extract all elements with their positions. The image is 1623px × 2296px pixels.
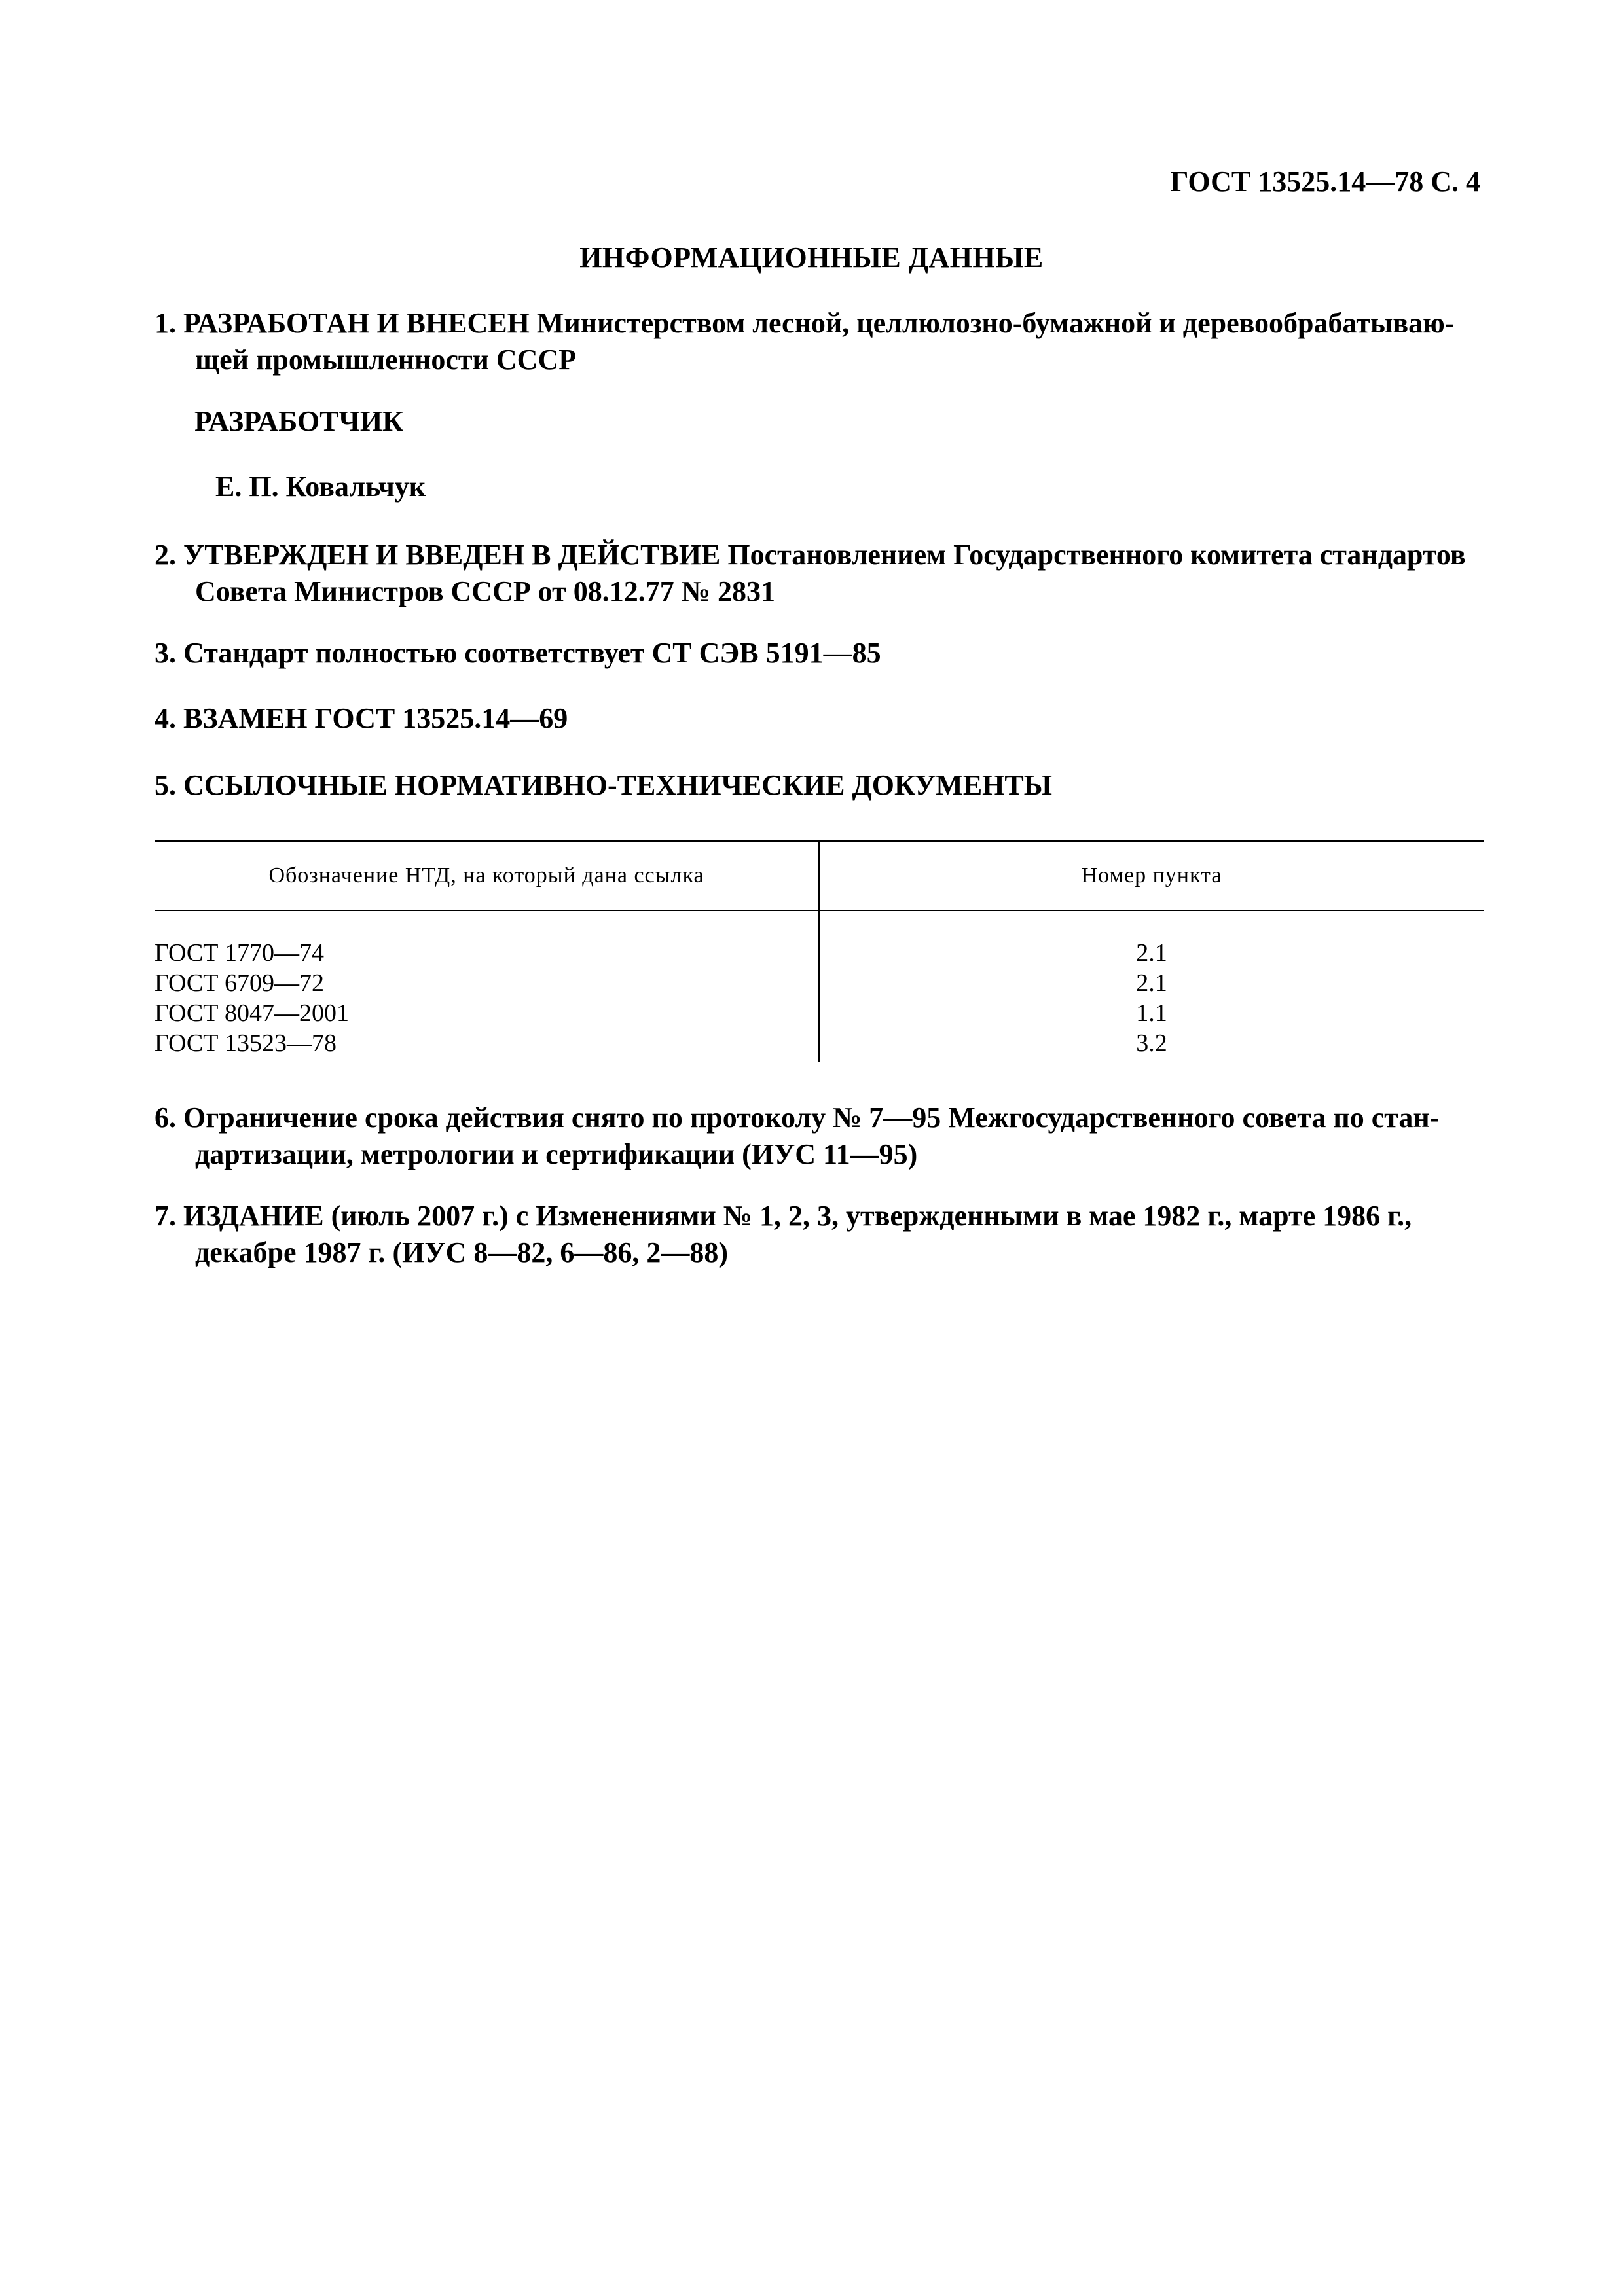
reference-table [155, 840, 1484, 1062]
item-text-line1: ССЫЛОЧНЫЕ НОРМАТИВНО-ТЕХНИЧЕСКИЕ ДОКУМЕНТЫ [183, 769, 1052, 801]
table-header-document: Обозначение НТД, на который дана ссылка [268, 863, 704, 888]
item-text-line2: Совета Министров СССР от 08.12.77 № 2831 [195, 575, 775, 607]
table-cell-clause: 1.1 [1136, 999, 1167, 1027]
info-item-5 [155, 767, 1484, 804]
info-item-2 [155, 537, 1484, 610]
table-header-rule [155, 910, 1484, 911]
item-text-line1: Ограничение срока действия снято по протоколу № 7—95 Межгосударственного совета по стан- [183, 1102, 1440, 1134]
table-header-clause: Номер пункта [1081, 863, 1222, 888]
item-text-line1: Стандарт полностью соответствует СТ СЭВ 5191—85 [183, 637, 881, 669]
table-cell-document: ГОСТ 8047—2001 [155, 999, 349, 1027]
info-item-6 [155, 1100, 1484, 1173]
item-text-line2: щей промышленности СССР [195, 344, 577, 376]
item-text-line1: ВЗАМЕН ГОСТ 13525.14—69 [183, 702, 568, 734]
item-number: 3. [155, 637, 176, 669]
table-cell-document: ГОСТ 1770—74 [155, 939, 324, 967]
info-item-3 [155, 635, 1484, 672]
item-number: 4. [155, 702, 176, 734]
info-item-1 [155, 305, 1484, 378]
item-number: 5. [155, 769, 176, 801]
item-number: 6. [155, 1102, 176, 1134]
table-body [155, 938, 1484, 1058]
item-text-line1: ИЗДАНИЕ (июль 2007 г.) с Изменениями № 1, 2, 3, утвержденными в мае 1982 г., марте 1986 г., [183, 1200, 1412, 1232]
item-number: 7. [155, 1200, 176, 1232]
table-cell-document: ГОСТ 13523—78 [155, 1030, 337, 1057]
item-text-line2: декабре 1987 г. (ИУС 8—82, 6—86, 2—88) [195, 1236, 729, 1268]
developer-name: Е. П. Ковальчук [215, 471, 426, 503]
table-cell-clause: 3.2 [1136, 1030, 1167, 1057]
item-text-line1: УТВЕРЖДЕН И ВВЕДЕН В ДЕЙСТВИЕ Постановлением Государственного комитета стандартов [183, 539, 1466, 571]
item-text-line2: дартизации, метрологии и сертификации (ИУС 11—95) [195, 1138, 918, 1170]
table-row [155, 938, 1484, 968]
developer-label: РАЗРАБОТЧИК [194, 405, 403, 437]
item-number: 2. [155, 539, 176, 571]
table-cell-clause: 2.1 [1136, 969, 1167, 997]
table-row [155, 1028, 1484, 1058]
section-title: ИНФОРМАЦИОННЫЕ ДАННЫЕ [579, 242, 1044, 274]
table-cell-clause: 2.1 [1136, 939, 1167, 967]
info-item-7 [155, 1198, 1484, 1271]
item-number: 1. [155, 307, 176, 339]
table-row [155, 998, 1484, 1028]
page-header: ГОСТ 13525.14—78 С. 4 [1170, 166, 1480, 198]
item-text-line1: РАЗРАБОТАН И ВНЕСЕН Министерством лесной, целлюлозно-бумажной и деревообрабатываю- [183, 307, 1455, 339]
table-cell-document: ГОСТ 6709—72 [155, 969, 324, 997]
table-row [155, 968, 1484, 998]
info-item-4 [155, 700, 1484, 737]
